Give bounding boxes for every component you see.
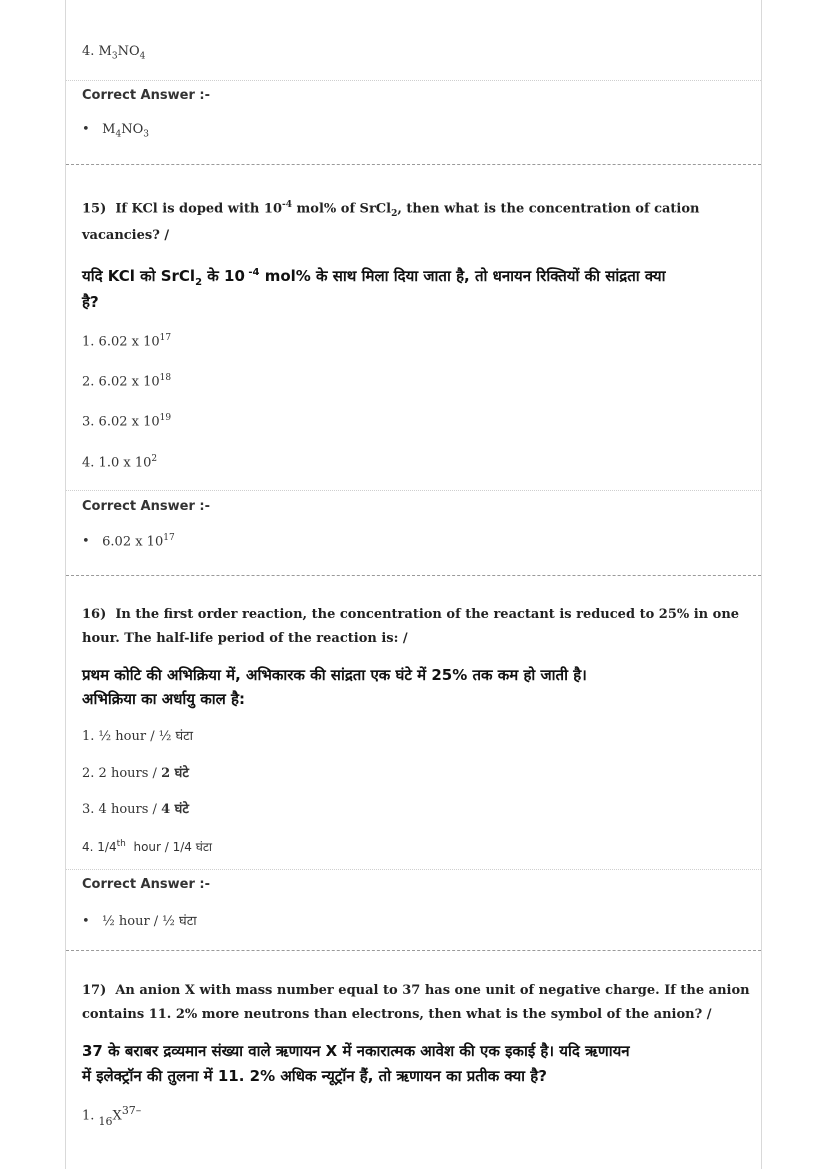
q15-option-4[interactable]: 4. 1.0 x $10^2$ [82, 454, 158, 471]
q15-text-hi: यदि KCl को SrCl$_2$ के 10 $^{-4}$ mol% के साथ मिला दिया जाता है, तो धनायन रिक्तियों की सांद्रता क्या [82, 267, 666, 288]
q16-text-hi: प्रथम कोटि की अभिक्रिया में, अभिकारक की सांद्रता एक घंटे में 25% तक कम हो जाती है। [82, 666, 587, 684]
q15-text-en-line2: vacancies? / [82, 228, 170, 243]
q16-text-hi-line2: अभिक्रिया का अर्धायु काल है: [82, 690, 245, 708]
q17-text-hi-line2: में इलेक्ट्रॉन की तुलना में 11. 2% अधिक न्यूट्रॉन हैं, तो ऋणायन का प्रतीक क्या है? [82, 1067, 547, 1085]
q15-text-hi-line2: है? [82, 293, 99, 311]
divider [66, 869, 761, 870]
correct-answer-label: Correct Answer :- [82, 88, 210, 103]
q17-text-en-line2: contains 11. 2% more neutrons than electrons, then what is the symbol of the anion? / [82, 1007, 712, 1022]
q17-text-en: 17) An anion X with mass number equal to 37 has one unit of negative charge. If the anion [82, 983, 750, 998]
q16-text-en-line2: hour. The half-life period of the reaction is: / [82, 631, 408, 646]
q17-text-hi: 37 के बराबर द्रव्यमान संख्या वाले ऋणायन X में नकारात्मक आवेश की एक इकाई है। यदि ऋणायन [82, 1042, 630, 1060]
q16-option-3[interactable]: 3. 4 hours / 4 घंटे [82, 802, 189, 817]
question-separator [66, 950, 761, 951]
q16-option-4[interactable]: 4. 1/4th hour / 1/4 घंटा [82, 839, 212, 854]
q15-text-en: 15) If KCl is doped with $10^{-4}$ mol% of SrCl$_2$, then what is the concentration of cation [82, 200, 700, 219]
divider [66, 80, 761, 81]
question-separator [66, 575, 761, 576]
q15-option-2[interactable]: 2. 6.02 x $10^{18}$ [82, 373, 172, 390]
correct-answer-label: Correct Answer :- [82, 877, 210, 892]
q15-correct-answer: • 6.02 x $10^{17}$ [82, 533, 175, 549]
question-separator [66, 164, 761, 165]
q16-text-en: 16) In the first order reaction, the concentration of the reactant is reduced to 25% in one [82, 607, 740, 622]
q17-option-1[interactable]: 1. $_{16}X^{37-}$ [82, 1104, 142, 1128]
q16-option-1[interactable]: 1. ½ hour / ½ घंटा [82, 729, 194, 744]
q14-option-4[interactable]: 4. $M_3NO_4$ [82, 44, 146, 62]
correct-answer-label: Correct Answer :- [82, 499, 210, 514]
q15-option-1[interactable]: 1. 6.02 x $10^{17}$ [82, 333, 172, 350]
q15-option-3[interactable]: 3. 6.02 x $10^{19}$ [82, 413, 172, 430]
q16-option-2[interactable]: 2. 2 hours / 2 घंटे [82, 766, 189, 781]
q16-correct-answer: • ½ hour / ½ घंटा [82, 911, 197, 929]
q14-correct-answer: • $M_4NO_3$ [82, 122, 149, 140]
divider [66, 490, 761, 491]
